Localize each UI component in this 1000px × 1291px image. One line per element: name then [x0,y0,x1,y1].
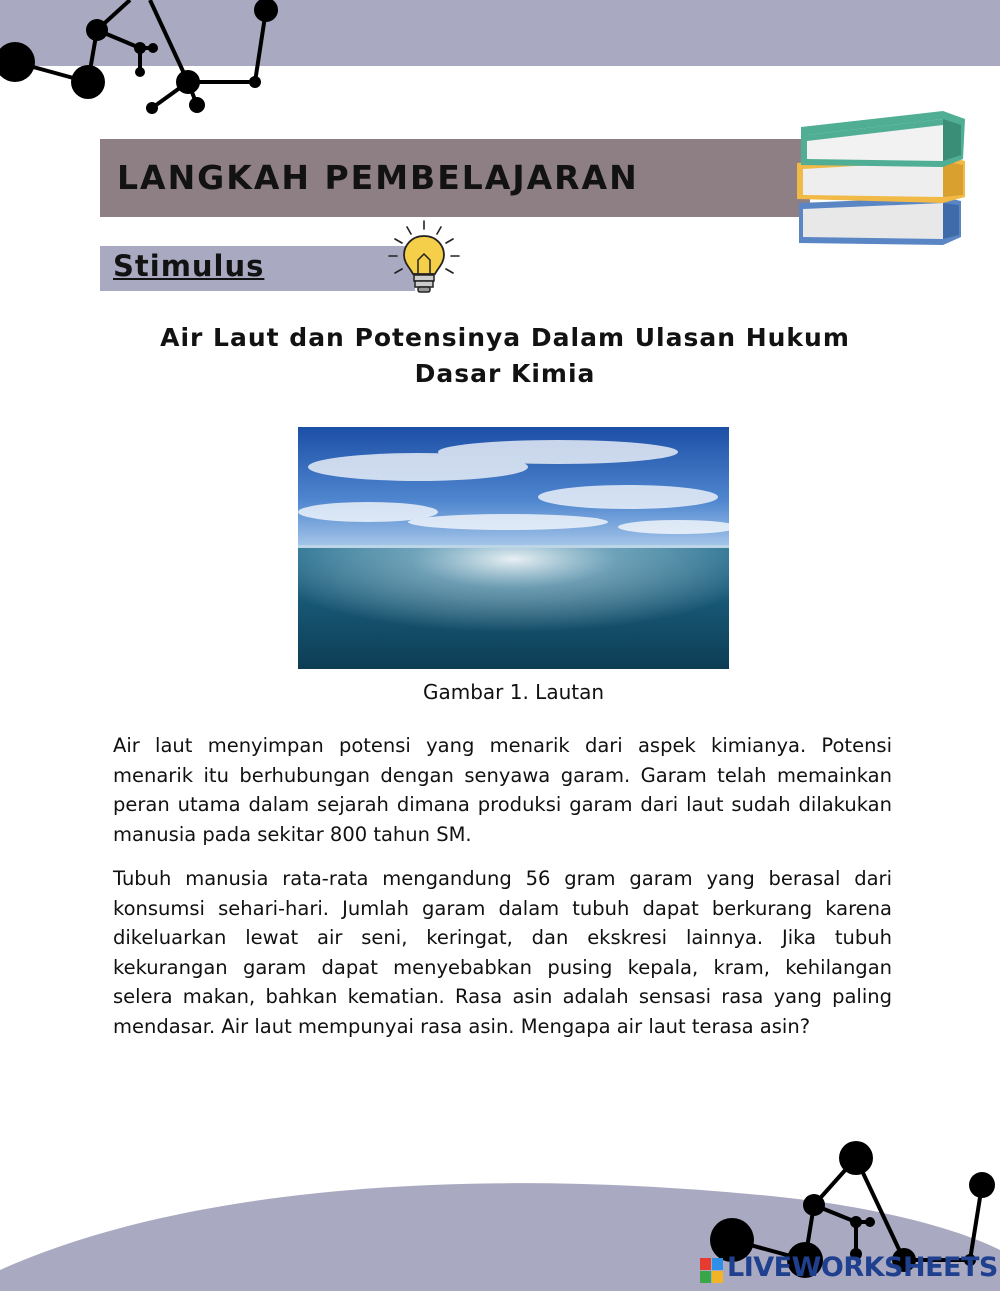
watermark-text: LIVEWORKSHEETS [727,1252,998,1283]
paragraph-1: Air laut menyimpan potensi yang menarik dari aspek kimianya. Potensi menarik itu berhubungan dengan senyawa garam. Garam telah memainkan peran utama dalam sejarah dimana produksi garam dari laut sudah dilakukan manusia pada sekitar 800 tahun SM. [113,734,892,846]
books-stack-icon [793,105,971,250]
paragraph-2: Tubuh manusia rata-rata mengandung 56 gram garam yang berasal dari konsumsi sehari-hari. Jumlah garam dalam tubuh dapat berkurang karena dikeluarkan lewat air seni, keringat, dan ekskresi lainnya. Jika tubuh kekurangan garam dapat menyebabkan pusing kepala, kram, kehilangan selera makan, bahkan kematian. Rasa asin adalah sensasi rasa yang paling mendasar. Air laut mempunyai rasa asin. Mengapa air laut terasa asin? [113,867,892,1038]
article-title-line-2: Dasar Kimia [414,359,596,388]
molecule-decoration-icon [0,0,290,120]
page-title: LANGKAH PEMBELAJARAN [117,158,639,197]
lightbulb-icon [383,218,465,298]
section-label: Stimulus [113,249,265,283]
article-title [150,320,860,392]
sea-photo [298,427,729,669]
liveworksheets-logo-icon [700,1258,724,1284]
figure-caption: Gambar 1. Lautan [422,680,605,704]
article-title-line-1: Air Laut dan Potensinya Dalam Ulasan Hukum [160,323,850,352]
